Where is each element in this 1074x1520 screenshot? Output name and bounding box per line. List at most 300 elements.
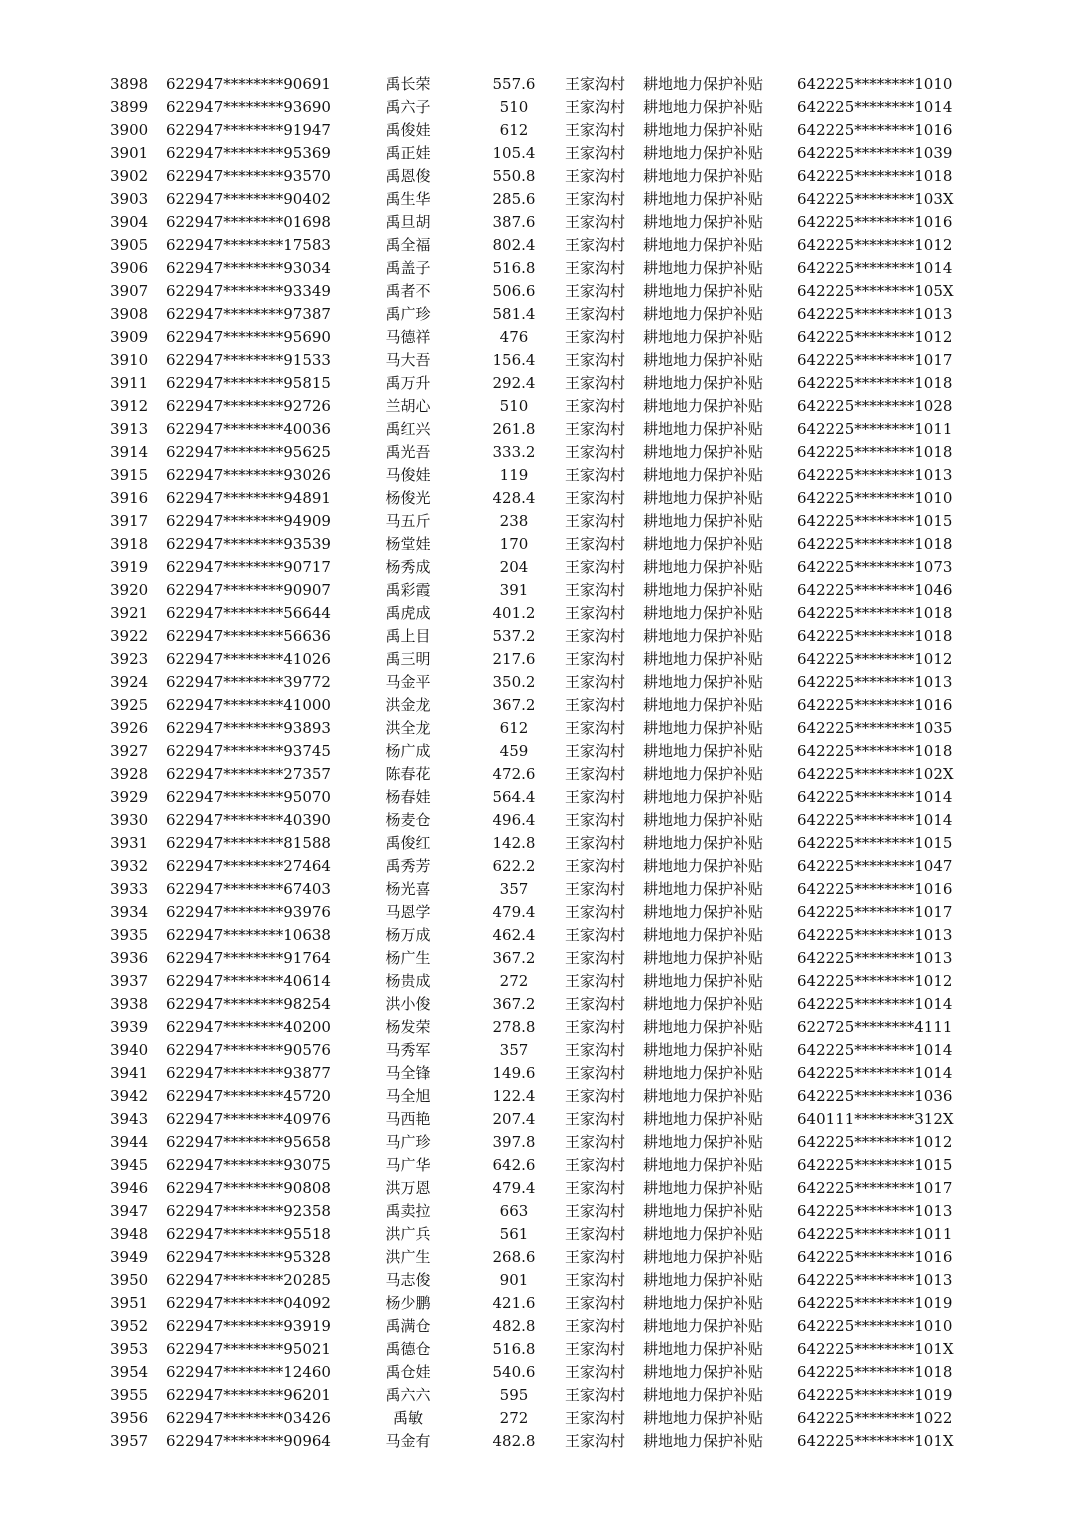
id-number: 642225********1014 <box>797 995 953 1013</box>
table-row <box>0 349 1074 372</box>
village-name: 王家沟村 <box>565 1110 626 1128</box>
table-row <box>0 740 1074 763</box>
table-row <box>0 1315 1074 1338</box>
id-number: 642225********1016 <box>797 213 953 231</box>
subsidy-amount: 278.8 <box>492 1018 536 1036</box>
row-number: 3950 <box>110 1271 149 1289</box>
id-number: 642225********101X <box>797 1340 954 1358</box>
account-number: 622947********93976 <box>166 903 331 921</box>
village-name: 王家沟村 <box>565 742 626 760</box>
subsidy-item: 耕地地力保护补贴 <box>643 1110 764 1128</box>
subsidy-item: 耕地地力保护补贴 <box>643 1156 764 1174</box>
subsidy-item: 耕地地力保护补贴 <box>643 627 764 645</box>
village-name: 王家沟村 <box>565 98 626 116</box>
table-row <box>0 1269 1074 1292</box>
subsidy-amount: 622.2 <box>492 857 536 875</box>
subsidy-amount: 459 <box>499 742 529 760</box>
account-number: 622947********40200 <box>166 1018 331 1036</box>
recipient-name: 马广华 <box>385 1156 431 1174</box>
subsidy-amount: 802.4 <box>492 236 536 254</box>
village-name: 王家沟村 <box>565 1179 626 1197</box>
account-number: 622947********27464 <box>166 857 331 875</box>
recipient-name: 杨光喜 <box>385 880 431 898</box>
row-number: 3908 <box>110 305 149 323</box>
subsidy-item: 耕地地力保护补贴 <box>643 420 764 438</box>
recipient-name: 洪小俊 <box>385 995 431 1013</box>
id-number: 642225********105X <box>797 282 954 300</box>
id-number: 642225********1010 <box>797 489 953 507</box>
subsidy-amount: 612 <box>499 121 529 139</box>
id-number: 642225********1015 <box>797 512 953 530</box>
village-name: 王家沟村 <box>565 328 626 346</box>
id-number: 642225********1014 <box>797 788 953 806</box>
row-number: 3933 <box>110 880 149 898</box>
table-row <box>0 556 1074 579</box>
recipient-name: 禹广珍 <box>385 305 431 323</box>
subsidy-item: 耕地地力保护补贴 <box>643 1225 764 1243</box>
table-row <box>0 832 1074 855</box>
account-number: 622947********90964 <box>166 1432 331 1450</box>
village-name: 王家沟村 <box>565 926 626 944</box>
recipient-name: 禹卖拉 <box>385 1202 431 1220</box>
row-number: 3934 <box>110 903 149 921</box>
account-number: 622947********95021 <box>166 1340 331 1358</box>
recipient-name: 马五斤 <box>385 512 431 530</box>
subsidy-item: 耕地地力保护补贴 <box>643 374 764 392</box>
id-number: 642225********1028 <box>797 397 953 415</box>
table-row <box>0 763 1074 786</box>
row-number: 3906 <box>110 259 149 277</box>
subsidy-amount: 564.4 <box>492 788 536 806</box>
subsidy-item: 耕地地力保护补贴 <box>643 1179 764 1197</box>
row-number: 3900 <box>110 121 149 139</box>
subsidy-amount: 510 <box>499 397 529 415</box>
recipient-name: 禹正娃 <box>385 144 431 162</box>
subsidy-amount: 479.4 <box>492 1179 536 1197</box>
recipient-name: 禹虎成 <box>385 604 431 622</box>
id-number: 642225********1012 <box>797 328 953 346</box>
subsidy-item: 耕地地力保护补贴 <box>643 397 764 415</box>
subsidy-amount: 397.8 <box>492 1133 536 1151</box>
row-number: 3935 <box>110 926 149 944</box>
row-number: 3949 <box>110 1248 149 1266</box>
subsidy-item: 耕地地力保护补贴 <box>643 995 764 1013</box>
row-number: 3921 <box>110 604 149 622</box>
row-number: 3956 <box>110 1409 149 1427</box>
subsidy-item: 耕地地力保护补贴 <box>643 1041 764 1059</box>
account-number: 622947********94909 <box>166 512 331 530</box>
recipient-name: 禹长荣 <box>385 75 431 93</box>
subsidy-item: 耕地地力保护补贴 <box>643 926 764 944</box>
table-row <box>0 1200 1074 1223</box>
account-number: 622947********92358 <box>166 1202 331 1220</box>
row-number: 3919 <box>110 558 149 576</box>
subsidy-item: 耕地地力保护补贴 <box>643 972 764 990</box>
table-row <box>0 1154 1074 1177</box>
account-number: 622947********98254 <box>166 995 331 1013</box>
village-name: 王家沟村 <box>565 696 626 714</box>
account-number: 622947********17583 <box>166 236 331 254</box>
subsidy-amount: 482.8 <box>492 1317 536 1335</box>
subsidy-amount: 496.4 <box>492 811 536 829</box>
table-row <box>0 579 1074 602</box>
subsidy-item: 耕地地力保护补贴 <box>643 742 764 760</box>
account-number: 622947********95625 <box>166 443 331 461</box>
recipient-name: 马金有 <box>385 1432 431 1450</box>
recipient-name: 禹上目 <box>385 627 431 645</box>
subsidy-amount: 333.2 <box>492 443 536 461</box>
subsidy-amount: 540.6 <box>492 1363 536 1381</box>
id-number: 642225********1011 <box>797 1225 953 1243</box>
account-number: 622947********93539 <box>166 535 331 553</box>
account-number: 622947********95658 <box>166 1133 331 1151</box>
table-row <box>0 1223 1074 1246</box>
table-row <box>0 993 1074 1016</box>
village-name: 王家沟村 <box>565 788 626 806</box>
row-number: 3955 <box>110 1386 149 1404</box>
table-row <box>0 1039 1074 1062</box>
village-name: 王家沟村 <box>565 443 626 461</box>
village-name: 王家沟村 <box>565 259 626 277</box>
subsidy-item: 耕地地力保护补贴 <box>643 1018 764 1036</box>
village-name: 王家沟村 <box>565 75 626 93</box>
row-number: 3928 <box>110 765 149 783</box>
row-number: 3904 <box>110 213 149 231</box>
account-number: 622947********41026 <box>166 650 331 668</box>
row-number: 3951 <box>110 1294 149 1312</box>
subsidy-amount: 428.4 <box>492 489 536 507</box>
subsidy-item: 耕地地力保护补贴 <box>643 1363 764 1381</box>
account-number: 622947********93075 <box>166 1156 331 1174</box>
subsidy-item: 耕地地力保护补贴 <box>643 144 764 162</box>
subsidy-amount: 350.2 <box>492 673 536 691</box>
table-row <box>0 1062 1074 1085</box>
account-number: 622947********93745 <box>166 742 331 760</box>
recipient-name: 杨堂娃 <box>385 535 431 553</box>
recipient-name: 禹俊红 <box>385 834 431 852</box>
subsidy-item: 耕地地力保护补贴 <box>643 673 764 691</box>
subsidy-amount: 204 <box>499 558 529 576</box>
subsidy-item: 耕地地力保护补贴 <box>643 834 764 852</box>
id-number: 642225********1035 <box>797 719 953 737</box>
row-number: 3913 <box>110 420 149 438</box>
id-number: 642225********1018 <box>797 443 953 461</box>
recipient-name: 洪万恩 <box>385 1179 431 1197</box>
row-number: 3942 <box>110 1087 149 1105</box>
recipient-name: 马志俊 <box>385 1271 431 1289</box>
row-number: 3923 <box>110 650 149 668</box>
table-row <box>0 73 1074 96</box>
subsidy-item: 耕地地力保护补贴 <box>643 1133 764 1151</box>
subsidy-amount: 482.8 <box>492 1432 536 1450</box>
recipient-name: 禹六六 <box>385 1386 431 1404</box>
account-number: 622947********94891 <box>166 489 331 507</box>
subsidy-amount: 479.4 <box>492 903 536 921</box>
account-number: 622947********90717 <box>166 558 331 576</box>
id-number: 642225********1010 <box>797 75 953 93</box>
account-number: 622947********10638 <box>166 926 331 944</box>
recipient-name: 杨贵成 <box>385 972 431 990</box>
account-number: 622947********91764 <box>166 949 331 967</box>
table-row <box>0 947 1074 970</box>
village-name: 王家沟村 <box>565 236 626 254</box>
subsidy-amount: 550.8 <box>492 167 536 185</box>
recipient-name: 马俊娃 <box>385 466 431 484</box>
village-name: 王家沟村 <box>565 1432 626 1450</box>
subsidy-amount: 367.2 <box>492 696 536 714</box>
recipient-name: 洪广生 <box>385 1248 431 1266</box>
recipient-name: 禹敏 <box>392 1409 423 1427</box>
village-name: 王家沟村 <box>565 604 626 622</box>
recipient-name: 禹红兴 <box>385 420 431 438</box>
recipient-name: 杨麦仓 <box>385 811 431 829</box>
table-row <box>0 1407 1074 1430</box>
recipient-name: 禹满仓 <box>385 1317 431 1335</box>
account-number: 622947********93919 <box>166 1317 331 1335</box>
row-number: 3938 <box>110 995 149 1013</box>
village-name: 王家沟村 <box>565 144 626 162</box>
id-number: 642225********1013 <box>797 466 953 484</box>
subsidy-item: 耕地地力保护补贴 <box>643 650 764 668</box>
recipient-name: 杨春娃 <box>385 788 431 806</box>
subsidy-item: 耕地地力保护补贴 <box>643 351 764 369</box>
row-number: 3905 <box>110 236 149 254</box>
recipient-name: 禹万升 <box>385 374 431 392</box>
id-number: 642225********1014 <box>797 98 953 116</box>
recipient-name: 禹三明 <box>385 650 431 668</box>
subsidy-item: 耕地地力保护补贴 <box>643 121 764 139</box>
row-number: 3947 <box>110 1202 149 1220</box>
row-number: 3945 <box>110 1156 149 1174</box>
subsidy-item: 耕地地力保护补贴 <box>643 1386 764 1404</box>
subsidy-item: 耕地地力保护补贴 <box>643 328 764 346</box>
village-name: 王家沟村 <box>565 1087 626 1105</box>
village-name: 王家沟村 <box>565 673 626 691</box>
village-name: 王家沟村 <box>565 397 626 415</box>
row-number: 3939 <box>110 1018 149 1036</box>
id-number: 642225********1019 <box>797 1386 953 1404</box>
subsidy-item: 耕地地力保护补贴 <box>643 558 764 576</box>
id-number: 642225********1019 <box>797 1294 953 1312</box>
recipient-name: 禹六子 <box>385 98 431 116</box>
account-number: 622947********95815 <box>166 374 331 392</box>
account-number: 622947********90402 <box>166 190 331 208</box>
account-number: 622947********90576 <box>166 1041 331 1059</box>
subsidy-amount: 122.4 <box>492 1087 536 1105</box>
table-row <box>0 326 1074 349</box>
subsidy-amount: 285.6 <box>492 190 536 208</box>
row-number: 3912 <box>110 397 149 415</box>
village-name: 王家沟村 <box>565 765 626 783</box>
table-row <box>0 786 1074 809</box>
id-number: 642225********1073 <box>797 558 953 576</box>
subsidy-item: 耕地地力保护补贴 <box>643 719 764 737</box>
village-name: 王家沟村 <box>565 834 626 852</box>
account-number: 622947********56636 <box>166 627 331 645</box>
row-number: 3914 <box>110 443 149 461</box>
village-name: 王家沟村 <box>565 190 626 208</box>
id-number: 642225********1016 <box>797 1248 953 1266</box>
subsidy-item: 耕地地力保护补贴 <box>643 903 764 921</box>
id-number: 642225********1018 <box>797 742 953 760</box>
village-name: 王家沟村 <box>565 1133 626 1151</box>
id-number: 642225********1014 <box>797 1064 953 1082</box>
row-number: 3902 <box>110 167 149 185</box>
recipient-name: 洪全龙 <box>385 719 431 737</box>
account-number: 622947********40390 <box>166 811 331 829</box>
account-number: 622947********90691 <box>166 75 331 93</box>
subsidy-amount: 472.6 <box>492 765 536 783</box>
account-number: 622947********93893 <box>166 719 331 737</box>
table-row <box>0 717 1074 740</box>
account-number: 622947********90808 <box>166 1179 331 1197</box>
table-row <box>0 809 1074 832</box>
id-number: 642225********1039 <box>797 144 953 162</box>
subsidy-item: 耕地地力保护补贴 <box>643 305 764 323</box>
village-name: 王家沟村 <box>565 558 626 576</box>
subsidy-amount: 357 <box>499 880 529 898</box>
id-number: 642225********1012 <box>797 1133 953 1151</box>
table-row <box>0 188 1074 211</box>
row-number: 3943 <box>110 1110 149 1128</box>
village-name: 王家沟村 <box>565 282 626 300</box>
village-name: 王家沟村 <box>565 374 626 392</box>
subsidy-amount: 537.2 <box>492 627 536 645</box>
account-number: 622947********93690 <box>166 98 331 116</box>
row-number: 3927 <box>110 742 149 760</box>
row-number: 3929 <box>110 788 149 806</box>
subsidy-item: 耕地地力保护补贴 <box>643 857 764 875</box>
subsidy-amount: 156.4 <box>492 351 536 369</box>
village-name: 王家沟村 <box>565 167 626 185</box>
row-number: 3922 <box>110 627 149 645</box>
id-number: 642225********1013 <box>797 305 953 323</box>
row-number: 3909 <box>110 328 149 346</box>
id-number: 642225********1016 <box>797 696 953 714</box>
account-number: 622947********56644 <box>166 604 331 622</box>
id-number: 642225********1013 <box>797 949 953 967</box>
account-number: 622947********92726 <box>166 397 331 415</box>
village-name: 王家沟村 <box>565 351 626 369</box>
recipient-name: 禹盖子 <box>385 259 431 277</box>
recipient-name: 禹秀芳 <box>385 857 431 875</box>
recipient-name: 杨少鹏 <box>385 1294 431 1312</box>
subsidy-item: 耕地地力保护补贴 <box>643 167 764 185</box>
id-number: 642225********1047 <box>797 857 953 875</box>
account-number: 622947********91947 <box>166 121 331 139</box>
recipient-name: 兰胡心 <box>385 397 431 415</box>
id-number: 642225********1017 <box>797 1179 953 1197</box>
table-row <box>0 1085 1074 1108</box>
recipient-name: 禹全福 <box>385 236 431 254</box>
id-number: 642225********1018 <box>797 627 953 645</box>
account-number: 622947********20285 <box>166 1271 331 1289</box>
village-name: 王家沟村 <box>565 972 626 990</box>
row-number: 3957 <box>110 1432 149 1450</box>
table-row <box>0 257 1074 280</box>
subsidy-item: 耕地地力保护补贴 <box>643 213 764 231</box>
row-number: 3930 <box>110 811 149 829</box>
table-row <box>0 1016 1074 1039</box>
row-number: 3911 <box>110 374 149 392</box>
subsidy-amount: 272 <box>499 972 529 990</box>
recipient-name: 禹光吾 <box>385 443 431 461</box>
subsidy-amount: 105.4 <box>492 144 536 162</box>
recipient-name: 马德祥 <box>385 328 431 346</box>
row-number: 3953 <box>110 1340 149 1358</box>
account-number: 622947********93877 <box>166 1064 331 1082</box>
subsidy-amount: 367.2 <box>492 995 536 1013</box>
table-row <box>0 96 1074 119</box>
village-name: 王家沟村 <box>565 466 626 484</box>
table-row <box>0 280 1074 303</box>
table-row <box>0 1177 1074 1200</box>
table-row <box>0 671 1074 694</box>
table-row <box>0 1131 1074 1154</box>
subsidy-amount: 421.6 <box>492 1294 536 1312</box>
subsidy-item: 耕地地力保护补贴 <box>643 75 764 93</box>
subsidy-item: 耕地地力保护补贴 <box>643 1202 764 1220</box>
village-name: 王家沟村 <box>565 811 626 829</box>
row-number: 3898 <box>110 75 149 93</box>
row-number: 3936 <box>110 949 149 967</box>
id-number: 642225********1014 <box>797 1041 953 1059</box>
village-name: 王家沟村 <box>565 1363 626 1381</box>
id-number: 642225********1016 <box>797 121 953 139</box>
table-row <box>0 372 1074 395</box>
id-number: 642225********1018 <box>797 535 953 553</box>
subsidy-table <box>0 73 1074 1453</box>
id-number: 642225********1018 <box>797 167 953 185</box>
row-number: 3899 <box>110 98 149 116</box>
table-row <box>0 418 1074 441</box>
id-number: 642225********1013 <box>797 1271 953 1289</box>
subsidy-item: 耕地地力保护补贴 <box>643 259 764 277</box>
village-name: 王家沟村 <box>565 1156 626 1174</box>
row-number: 3910 <box>110 351 149 369</box>
account-number: 622947********97387 <box>166 305 331 323</box>
subsidy-amount: 401.2 <box>492 604 536 622</box>
table-row <box>0 1108 1074 1131</box>
table-row <box>0 303 1074 326</box>
account-number: 622947********95518 <box>166 1225 331 1243</box>
subsidy-amount: 581.4 <box>492 305 536 323</box>
table-row <box>0 234 1074 257</box>
id-number: 642225********1011 <box>797 420 953 438</box>
recipient-name: 马西艳 <box>385 1110 431 1128</box>
account-number: 622947********40036 <box>166 420 331 438</box>
account-number: 622947********96201 <box>166 1386 331 1404</box>
village-name: 王家沟村 <box>565 121 626 139</box>
subsidy-amount: 207.4 <box>492 1110 536 1128</box>
subsidy-item: 耕地地力保护补贴 <box>643 512 764 530</box>
subsidy-amount: 612 <box>499 719 529 737</box>
row-number: 3901 <box>110 144 149 162</box>
subsidy-amount: 119 <box>499 466 529 484</box>
subsidy-item: 耕地地力保护补贴 <box>643 535 764 553</box>
village-name: 王家沟村 <box>565 1409 626 1427</box>
table-row <box>0 694 1074 717</box>
id-number: 642225********1012 <box>797 236 953 254</box>
account-number: 622947********40614 <box>166 972 331 990</box>
account-number: 622947********41000 <box>166 696 331 714</box>
id-number: 642225********1018 <box>797 604 953 622</box>
village-name: 王家沟村 <box>565 1202 626 1220</box>
village-name: 王家沟村 <box>565 880 626 898</box>
row-number: 3917 <box>110 512 149 530</box>
account-number: 622947********67403 <box>166 880 331 898</box>
id-number: 642225********1016 <box>797 880 953 898</box>
